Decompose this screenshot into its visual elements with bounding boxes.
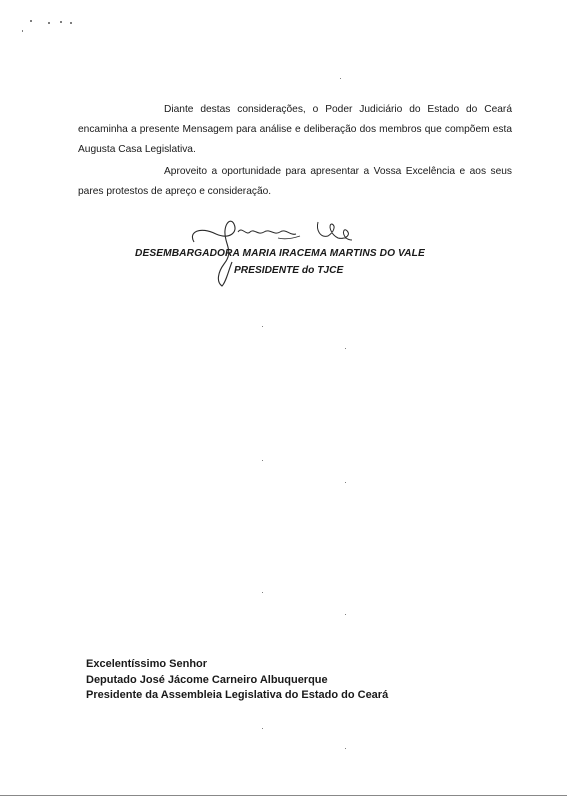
- scan-speck: [22, 30, 23, 32]
- scan-speck: [60, 21, 62, 23]
- scan-speck: [70, 22, 72, 24]
- addressee-name: Deputado José Jácome Carneiro Albuquerque: [86, 673, 328, 686]
- scan-speck: [262, 728, 263, 729]
- body-paragraph-2: Aproveito a oportunidade para apresentar a Vossa Excelência e aos seus pares protestos de apreço e consideração.: [78, 166, 512, 197]
- addressee-block: [86, 657, 388, 704]
- scan-speck: [262, 326, 263, 327]
- signatory-role: PRESIDENTE do TJCE: [234, 265, 344, 276]
- scan-speck: [345, 614, 346, 615]
- scan-speck: [262, 460, 263, 461]
- body-paragraph-1: Diante destas considerações, o Poder Judiciário do Estado do Ceará encaminha a presente Mensagem para análise e deliberação dos membros que compõem esta Augusta Casa Legislativa.: [78, 104, 512, 155]
- bottom-rule: [0, 795, 567, 796]
- scan-speck: [345, 482, 346, 483]
- signatory-name: DESEMBARGADORA MARIA IRACEMA MARTINS DO VALE: [135, 248, 425, 259]
- scan-speck: [345, 348, 346, 349]
- scan-speck: [262, 592, 263, 593]
- addressee-salutation: Excelentíssimo Senhor: [86, 658, 208, 670]
- signature-block: [0, 212, 567, 292]
- scan-speck: [340, 78, 341, 79]
- scan-speck: [345, 748, 346, 749]
- scan-speck: [30, 20, 32, 22]
- addressee-title: Presidente da Assembleia Legislativa do Estado do Ceará: [86, 689, 389, 701]
- scan-speck: [48, 22, 50, 24]
